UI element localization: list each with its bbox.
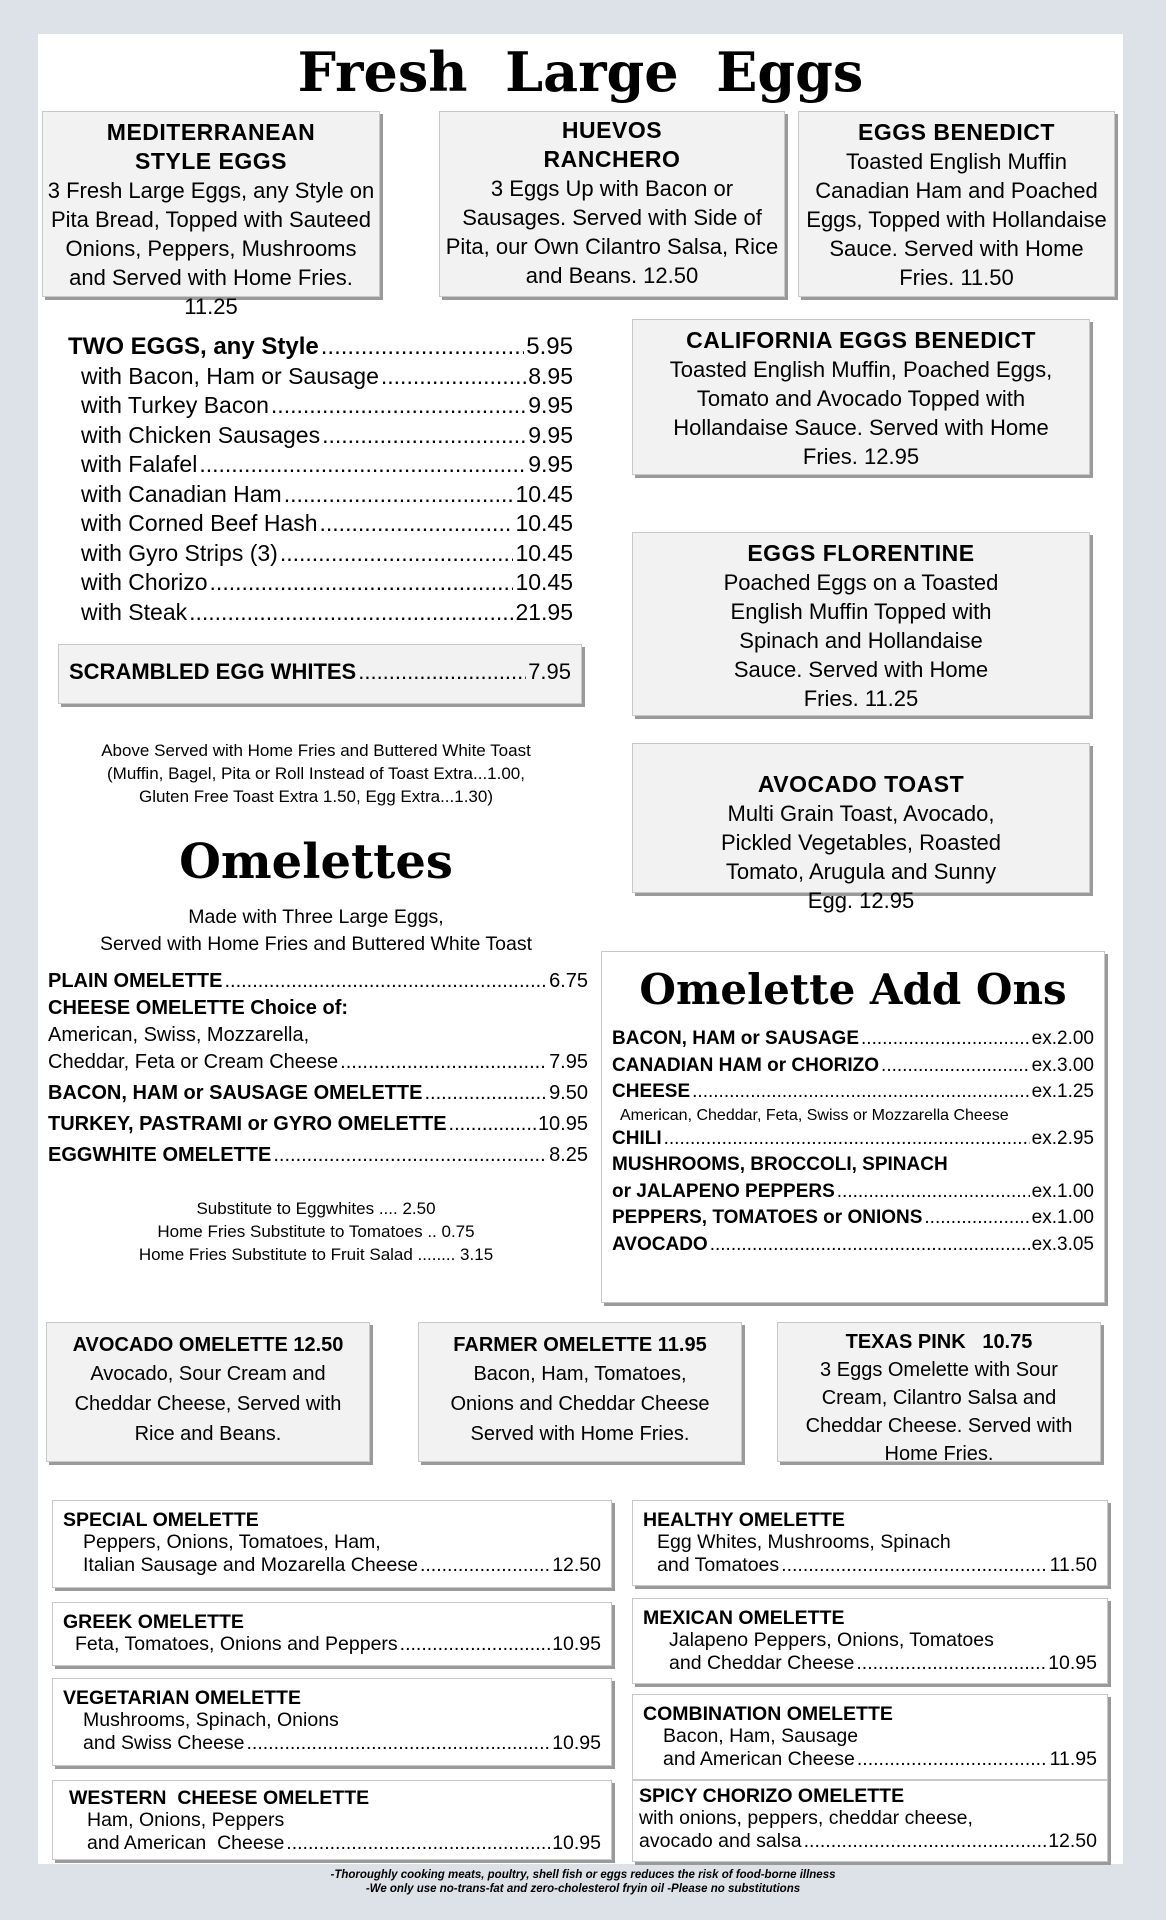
page-title: Fresh Large Eggs — [297, 40, 864, 104]
item-title: EGGS BENEDICT — [858, 119, 1055, 145]
list-item: CHILI ..... ex.2.95 — [612, 1126, 1094, 1153]
menu-page — [38, 34, 1123, 1864]
omelette-add-ons-box — [601, 951, 1105, 1303]
item-name: SCRAMBLED EGG WHITES — [69, 659, 357, 684]
mediterranean-eggs-box — [42, 111, 380, 319]
list-item-title: CHEESE OMELETTE Choice of: — [48, 997, 349, 1019]
list-item: or JALAPENO PEPPERS ..... ex.1.00 — [612, 1179, 1094, 1206]
item-description: 3 Eggs Omelette with Sour Cream, Cilantro Salsa and Cheddar Cheese. Served with Home Fries. — [805, 1359, 1073, 1465]
item-title: FARMER OMELETTE 11.95 — [453, 1334, 707, 1356]
item-price: 7.95 — [528, 659, 571, 684]
item-description: 3 Eggs Up with Bacon or Sausages. Served with Side of Pita, our Own Cilantro Salsa, Rice and Beans. 12.50 — [445, 176, 779, 288]
list-item: with Canadian Ham ..... 10.45 — [81, 480, 573, 510]
cheese-note: American, Cheddar, Feta, Swiss or Mozzarella Cheese — [620, 1106, 1009, 1124]
vegetarian-omelette-box: VEGETARIAN OMELETTE Mushrooms, Spinach, Onions and Swiss Cheese ..... 10.95 — [52, 1678, 612, 1766]
served-note: Above Served with Home Fries and Buttered White Toast (Muffin, Bagel, Pita or Roll Instead of Toast Extra...1.00, Gluten Free Toast Extra 1.50, Egg Extra...1.30) — [101, 741, 531, 806]
healthy-omelette-box: HEALTHY OMELETTE Egg Whites, Mushrooms, Spinach and Tomatoes ..... 11.50 — [632, 1500, 1108, 1586]
item-title: TEXAS PINK 10.75 — [845, 1331, 1033, 1353]
item-title: CALIFORNIA EGGS BENEDICT — [686, 327, 1036, 353]
list-item: with Corned Beef Hash ..... 10.45 — [81, 509, 573, 539]
avocado-toast-box — [632, 743, 1090, 913]
list-item: BACON, HAM or SAUSAGE OMELETTE ..... 9.50 — [48, 1080, 588, 1107]
add-ons-heading: Omelette Add Ons — [639, 965, 1067, 1014]
item-title: HUEVOS RANCHERO — [543, 117, 681, 172]
list-item-line: American, Swiss, Mozzarella, — [48, 1024, 310, 1046]
list-item: EGGWHITE OMELETTE ..... 8.25 — [48, 1142, 588, 1169]
item-description: Toasted English Muffin Canadian Ham and Poached Eggs, Topped with Hollandaise Sauce. Served with Home Fries. 11.50 — [806, 149, 1107, 290]
farmer-omelette-box — [418, 1322, 742, 1462]
omelettes-list — [48, 968, 588, 1169]
greek-omelette-box: GREEK OMELETTE Feta, Tomatoes, Onions and Peppers ..... 10.95 — [52, 1602, 612, 1666]
huevos-ranchero-box — [439, 111, 785, 297]
avocado-omelette-box — [46, 1322, 370, 1462]
texas-pink-box — [777, 1322, 1101, 1465]
list-item: BACON, HAM or SAUSAGE ..... ex.2.00 — [612, 1026, 1094, 1053]
item-title: AVOCADO TOAST — [757, 771, 965, 797]
list-item: Cheddar, Feta or Cream Cheese ..... 7.95 — [48, 1049, 588, 1076]
item-description: 3 Fresh Large Eggs, any Style on Pita Bread, Topped with Sauteed Onions, Peppers, Mushrooms and Served with Home Fries. 11.25 — [47, 178, 375, 319]
item-description: Toasted English Muffin, Poached Eggs, Tomato and Avocado Topped with Hollandaise Sauce. Served with Home Fries. 12.95 — [669, 357, 1053, 469]
list-item: CANADIAN HAM or CHORIZO ..... ex.3.00 — [612, 1053, 1094, 1080]
eggs-florentine-box — [632, 532, 1090, 716]
list-item: with Turkey Bacon ..... 9.95 — [81, 391, 573, 421]
omelettes-subtitle: Made with Three Large Eggs, Served with Home Fries and Buttered White Toast — [99, 906, 533, 955]
item-title: MEDITERRANEAN STYLE EGGS — [106, 119, 316, 174]
list-item: PEPPERS, TOMATOES or ONIONS ..... ex.1.00 — [612, 1205, 1094, 1232]
list-item: with Chicken Sausages ..... 9.95 — [81, 421, 573, 451]
list-item: PLAIN OMELETTE ..... 6.75 — [48, 968, 588, 995]
list-item: AVOCADO ..... ex.3.05 — [612, 1232, 1094, 1259]
california-eggs-benedict-box — [632, 319, 1090, 475]
substitutes-note: Substitute to Eggwhites .... 2.50 Home Fries Substitute to Tomatoes .. 0.75 Home Fries Substitute to Fruit Salad ........ 3.15 — [138, 1199, 494, 1264]
list-item-line: MUSHROOMS, BROCCOLI, SPINACH — [612, 1154, 948, 1175]
item-title: EGGS FLORENTINE — [747, 540, 975, 566]
list-item: with Bacon, Ham or Sausage ..... 8.95 — [81, 362, 573, 392]
western-cheese-omelette-box: WESTERN CHEESE OMELETTE Ham, Onions, Peppers and American Cheese ..... 10.95 — [52, 1780, 612, 1860]
list-item: CHEESE ..... ex.1.25 — [612, 1079, 1094, 1106]
item-description: Poached Eggs on a Toasted English Muffin Topped with Spinach and Hollandaise Sauce. Served with Home Fries. 11.25 — [723, 570, 999, 711]
list-item: with Gyro Strips (3) ..... 10.45 — [81, 539, 573, 569]
item-description: Bacon, Ham, Tomatoes, Onions and Cheddar Cheese Served with Home Fries. — [450, 1363, 710, 1445]
special-omelette-box: SPECIAL OMELETTE Peppers, Onions, Tomatoes, Ham, Italian Sausage and Mozarella Cheese ..... 12.50 — [52, 1500, 612, 1588]
omelettes-heading: Omelettes — [179, 834, 453, 890]
item-description: Avocado, Sour Cream and Cheddar Cheese, Served with Rice and Beans. — [74, 1363, 342, 1445]
list-item: TURKEY, PASTRAMI or GYRO OMELETTE ..... 10.95 — [48, 1111, 588, 1138]
eggs-benedict-box — [798, 111, 1115, 297]
footer-note: -Thoroughly cooking meats, poultry, shell fish or eggs reduces the risk of food-borne illness -We only use no-trans-fat and zero-cholesterol fryin oil -Please no substitutions — [330, 1869, 836, 1895]
list-item: with Falafel ..... 9.95 — [81, 450, 573, 480]
combination-omelette-box: COMBINATION OMELETTE Bacon, Ham, Sausage and American Cheese ..... 11.95 — [632, 1694, 1108, 1780]
item-name: TWO EGGS, any Style — [68, 333, 319, 360]
two-eggs-list — [68, 332, 573, 627]
mexican-omelette-box: MEXICAN OMELETTE Jalapeno Peppers, Onions, Tomatoes and Cheddar Cheese ..... 10.95 — [632, 1598, 1108, 1684]
spicy-chorizo-omelette-box: SPICY CHORIZO OMELETTE with onions, peppers, cheddar cheese, avocado and salsa ..... 12.50 — [632, 1780, 1108, 1862]
item-description: Multi Grain Toast, Avocado, Pickled Vegetables, Roasted Tomato, Arugula and Sunny Egg. 12.95 — [720, 801, 1002, 913]
list-item: with Chorizo ..... 10.45 — [81, 568, 573, 598]
item-price: 5.95 — [526, 333, 573, 360]
two-eggs-row — [68, 332, 573, 362]
list-item: with Steak ..... 21.95 — [81, 598, 573, 628]
item-title: AVOCADO OMELETTE 12.50 — [72, 1334, 344, 1356]
scrambled-egg-whites-box — [58, 644, 582, 704]
